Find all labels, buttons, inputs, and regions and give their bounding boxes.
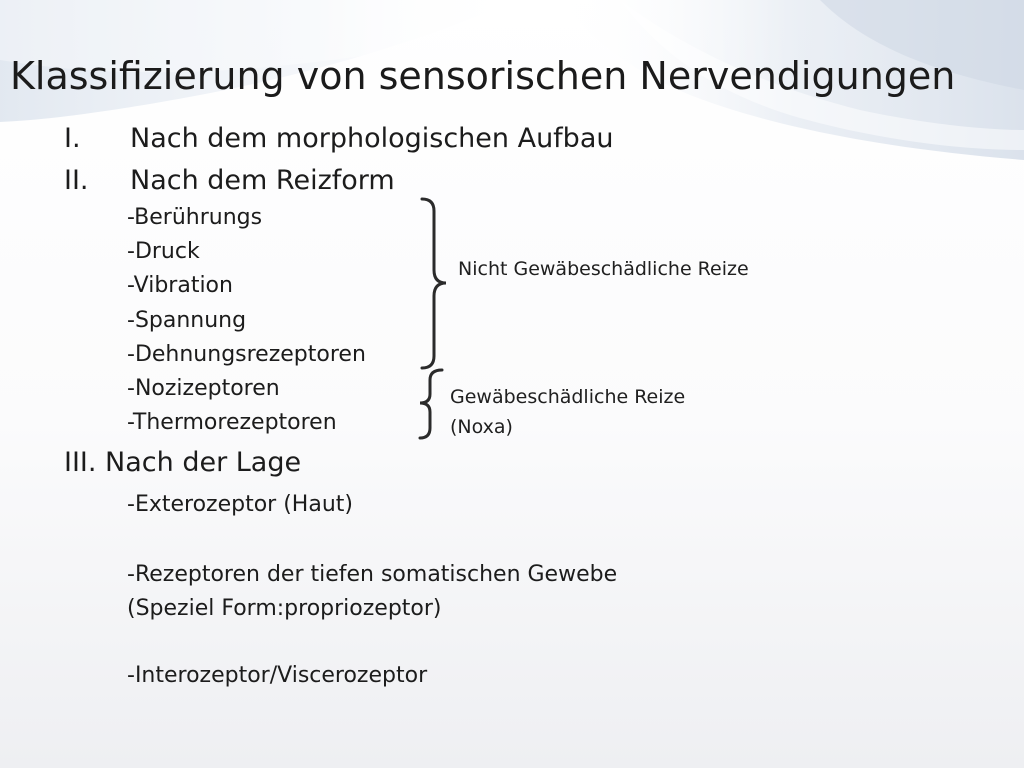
lage-item-interozeptor: -Interozeptor/Viscerozeptor [127,663,428,688]
reiz-item-vibration: -Vibration [127,273,233,298]
section-i [64,122,613,156]
slide-title: Klassifizierung von sensorischen Nervendigungen [10,54,956,98]
annotation-noxa: (Noxa) [450,416,513,438]
reiz-item-beruehrungs: -Berührungs [127,205,263,230]
reiz-item-nozizeptoren: -Nozizeptoren [127,376,280,401]
section-ii-number: II. [64,165,89,196]
lage-item-tiefe-gewebe: -Rezeptoren der tiefen somatischen Gewebe [127,562,618,587]
section-i-heading: Nach dem morphologischen Aufbau [130,123,614,154]
reiz-item-thermorezeptoren: -Thermorezeptoren [127,410,337,435]
reiz-item-dehnungsrezeptoren: -Dehnungsrezeptoren [127,342,366,367]
reiz-item-druck: -Druck [127,239,200,264]
section-iii-heading: III. Nach der Lage [64,447,302,478]
section-ii [64,164,395,198]
section-ii-heading: Nach dem Reizform [130,165,395,196]
annotation-harmful: Gewäbeschädliche Reize [450,386,686,408]
section-i-number: I. [64,123,81,154]
lage-item-exterozeptor: -Exterozeptor (Haut) [127,492,353,517]
annotation-non-harmful: Nicht Gewäbeschädliche Reize [458,258,749,280]
reiz-item-spannung: -Spannung [127,308,247,333]
lage-item-propriozeptor: (Speziel Form:propriozeptor) [127,596,442,621]
